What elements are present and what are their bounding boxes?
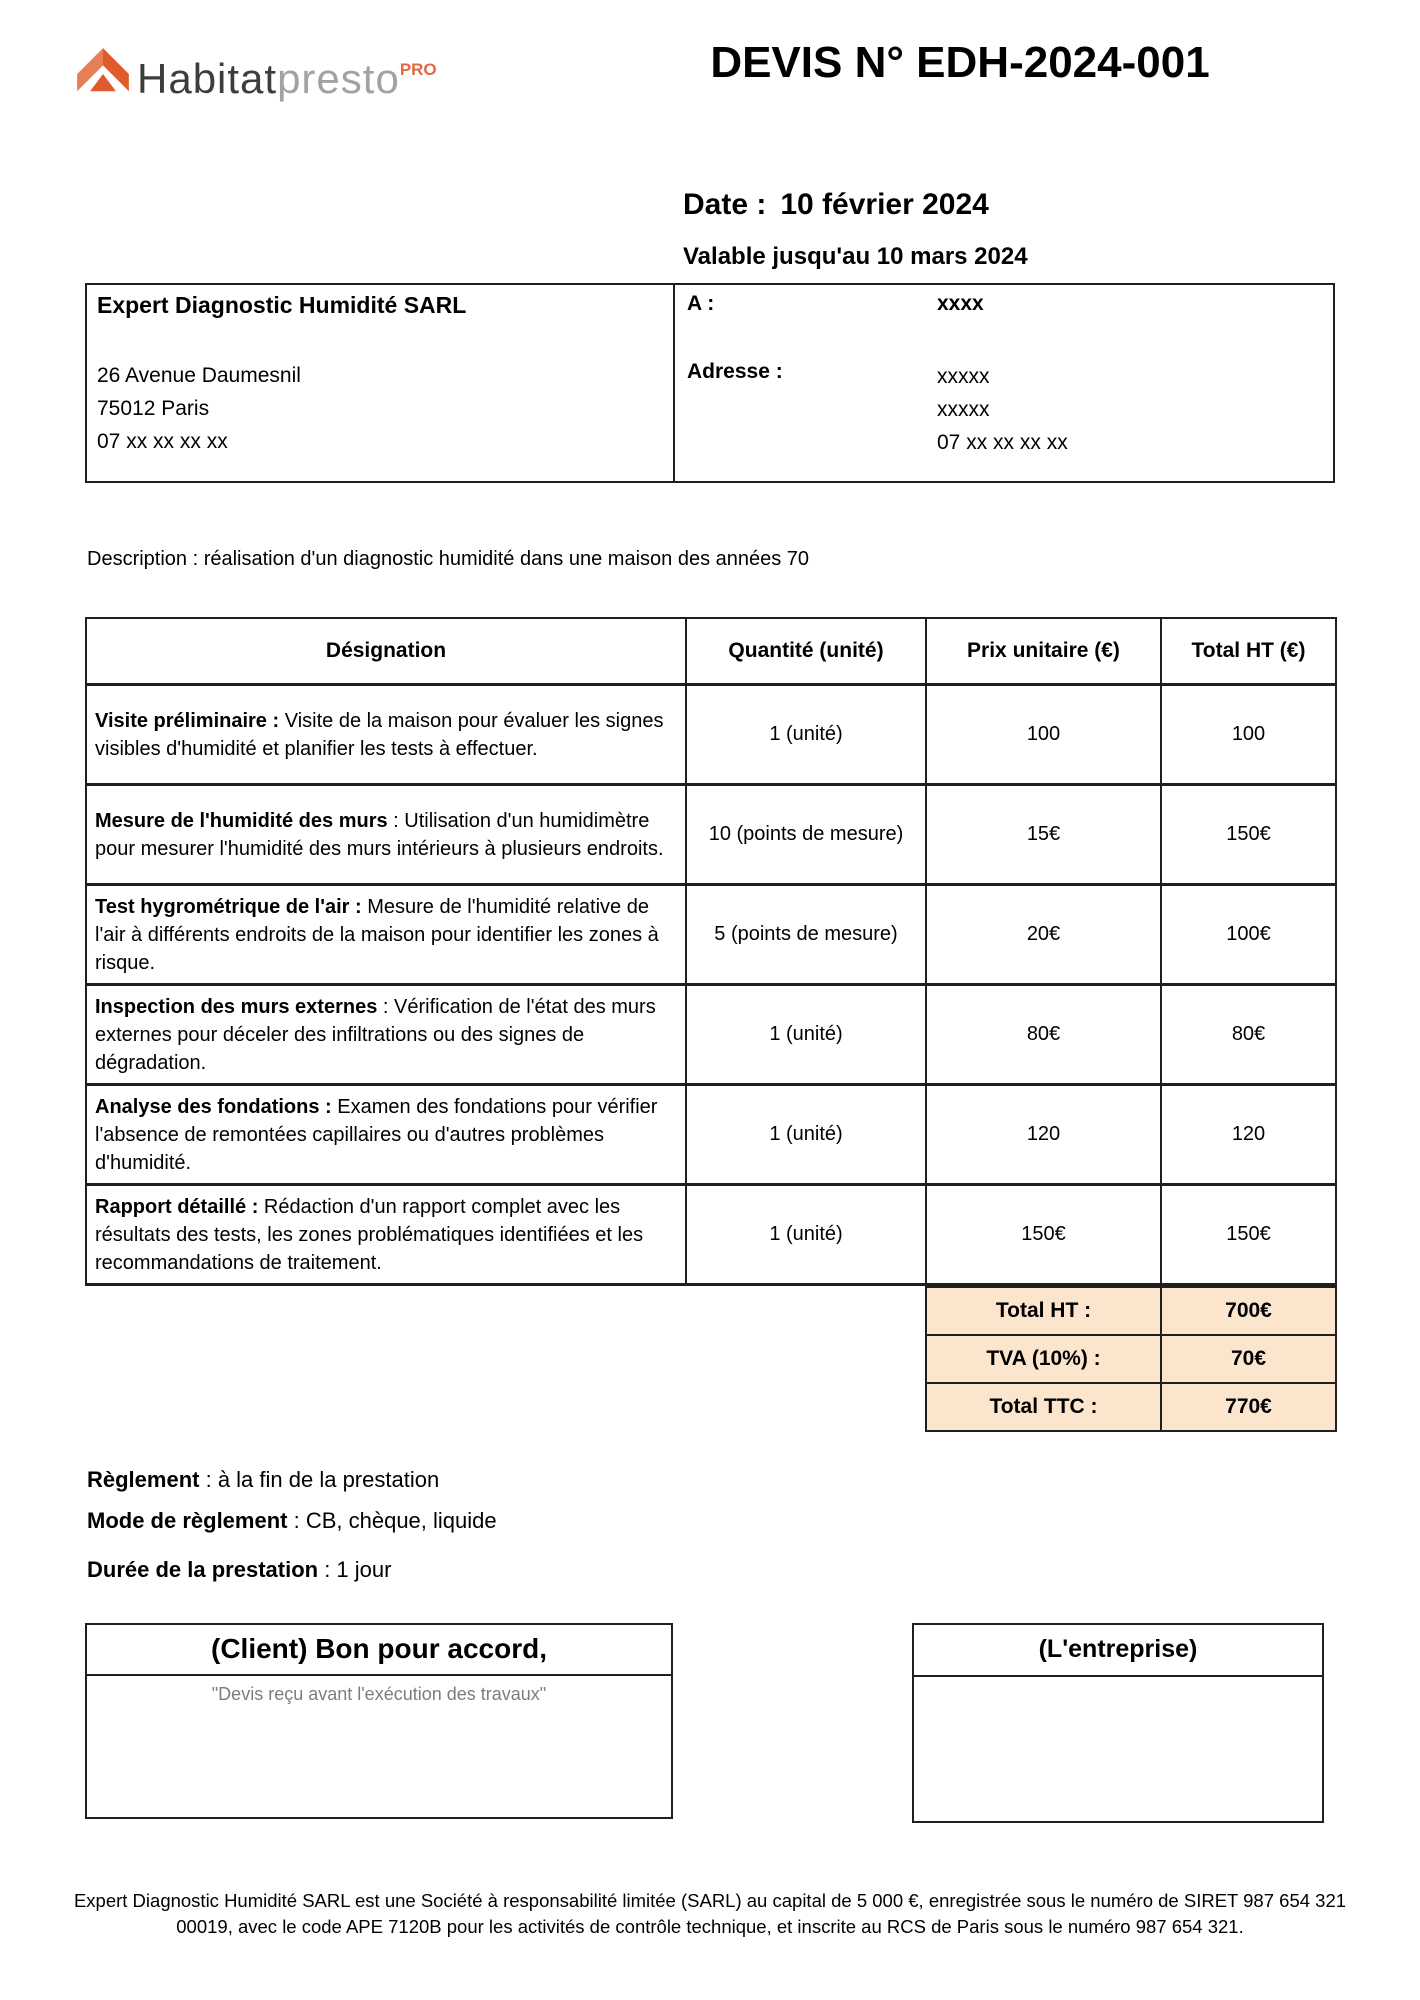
table-row (86, 1085, 1336, 1185)
totals-table (925, 1286, 1337, 1432)
payment-terms: Règlement : à la fin de la prestation (87, 1467, 440, 1492)
date-value: 10 février 2024 (780, 188, 989, 221)
item-unit-price: 20€ (926, 885, 1161, 985)
item-total: 150€ (1161, 785, 1336, 885)
col-total-ht: Total HT (€) (1161, 618, 1336, 685)
item-qty: 1 (unité) (686, 685, 926, 785)
date-label: Date : (683, 188, 767, 221)
client-to-label: A : (687, 292, 715, 315)
parties-box (85, 283, 1335, 483)
tva-row (926, 1335, 1336, 1383)
page-title: DEVIS N° EDH-2024-001 (710, 38, 1210, 87)
total-ttc-value: 770€ (1161, 1383, 1336, 1431)
item-qty: 1 (unité) (686, 985, 926, 1085)
company-signature-box (912, 1623, 1324, 1823)
company-signature-title: (L'entreprise) (914, 1625, 1322, 1677)
quote-description: Description : réalisation d'un diagnostic humidité dans une maison des années 70 (87, 548, 810, 570)
item-desc: Rédaction d'un rapport complet avec les résultats des tests, les zones problématiques identifiées et les recommandations de traitement. (95, 1195, 644, 1274)
table-header-row (86, 618, 1336, 685)
client-address-label: Adresse : (687, 360, 783, 383)
client-phone: 07 xx xx xx xx (937, 431, 1068, 454)
item-unit-price: 150€ (926, 1185, 1161, 1285)
item-total: 80€ (1161, 985, 1336, 1085)
item-qty: 10 (points de mesure) (686, 785, 926, 885)
col-designation: Désignation (86, 618, 686, 685)
habitatpresto-logo (75, 42, 437, 107)
total-ht-row (926, 1287, 1336, 1335)
item-title: Rapport détaillé : (95, 1195, 259, 1218)
house-arrow-icon (75, 46, 131, 102)
item-qty: 5 (points de mesure) (686, 885, 926, 985)
date-line (683, 188, 989, 222)
item-total: 150€ (1161, 1185, 1336, 1285)
client-address-value2: xxxxx (937, 398, 990, 421)
item-title: Test hygrométrique de l'air : (95, 895, 362, 918)
item-unit-price: 15€ (926, 785, 1161, 885)
company-phone: 07 xx xx xx xx (97, 430, 228, 453)
payment-methods: Mode de règlement : CB, chèque, liquide (87, 1508, 497, 1533)
total-ht-value: 700€ (1161, 1287, 1336, 1335)
item-title: Inspection des murs externes (95, 995, 378, 1018)
col-quantity: Quantité (unité) (686, 618, 926, 685)
total-ttc-label: Total TTC : (926, 1383, 1161, 1431)
item-desc: : Vérification de l'état des murs externes pour déceler des infiltrations ou des signes de dégradation. (95, 995, 656, 1074)
item-total: 100€ (1161, 885, 1336, 985)
items-section (85, 617, 1335, 1432)
company-address-line2: 75012 Paris (97, 397, 210, 420)
item-total: 120 (1161, 1085, 1336, 1185)
logo-pro-badge: PRO (399, 60, 437, 79)
client-signature-box (85, 1623, 673, 1819)
company-name: Expert Diagnostic Humidité SARL (97, 292, 467, 318)
table-row (86, 1185, 1336, 1285)
item-desc: : Utilisation d'un humidimètre pour mesurer l'humidité des murs intérieurs à plusieurs endroits. (95, 809, 664, 860)
total-ht-label: Total HT : (926, 1287, 1161, 1335)
table-row (86, 685, 1336, 785)
client-to-value: xxxx (937, 292, 984, 315)
total-ttc-row (926, 1383, 1336, 1431)
service-duration: Durée de la prestation : 1 jour (87, 1557, 392, 1582)
item-unit-price: 100 (926, 685, 1161, 785)
col-unit-price: Prix unitaire (€) (926, 618, 1161, 685)
item-desc: Mesure de l'humidité relative de l'air à différents endroits de la maison pour identifier les zones à risque. (95, 895, 659, 974)
client-address-value1: xxxxx (937, 365, 990, 388)
item-desc: Visite de la maison pour évaluer les signes visibles d'humidité et planifier les tests à effectuer. (95, 709, 664, 760)
validity-line: Valable jusqu'au 10 mars 2024 (683, 243, 1028, 270)
item-title: Mesure de l'humidité des murs (95, 809, 388, 832)
logo-presto: presto (277, 55, 400, 102)
tva-label: TVA (10%) : (926, 1335, 1161, 1383)
item-title: Analyse des fondations : (95, 1095, 332, 1118)
item-desc: Examen des fondations pour vérifier l'absence de remontées capillaires ou d'autres problèmes d'humidité. (95, 1095, 658, 1174)
items-table (85, 617, 1337, 1286)
item-total: 100 (1161, 685, 1336, 785)
table-row (86, 885, 1336, 985)
item-unit-price: 120 (926, 1085, 1161, 1185)
item-title: Visite préliminaire : (95, 709, 280, 732)
client-signature-note: "Devis reçu avant l'exécution des travaux" (211, 1684, 547, 1704)
logo-habitat: Habitat (137, 55, 278, 102)
company-info-cell (87, 285, 675, 481)
table-row (86, 985, 1336, 1085)
item-unit-price: 80€ (926, 985, 1161, 1085)
logo-wordmark (137, 42, 437, 107)
company-address-line1: 26 Avenue Daumesnil (97, 364, 301, 387)
table-row (86, 785, 1336, 885)
item-qty: 1 (unité) (686, 1085, 926, 1185)
terms-section (87, 1467, 497, 1598)
client-info-cell (675, 285, 1333, 481)
client-signature-title: (Client) Bon pour accord, (87, 1625, 671, 1676)
item-qty: 1 (unité) (686, 1185, 926, 1285)
tva-value: 70€ (1161, 1335, 1336, 1383)
legal-footer: Expert Diagnostic Humidité SARL est une Société à responsabilité limitée (SARL) au capital de 5 000 €, enregistrée sous le numéro de SIRET 987 654 321 00019, avec le code APE 7120B pour les activités de contrôle technique, et inscrite au RCS de Paris sous le numéro 987 654 321. (73, 1890, 1347, 1937)
